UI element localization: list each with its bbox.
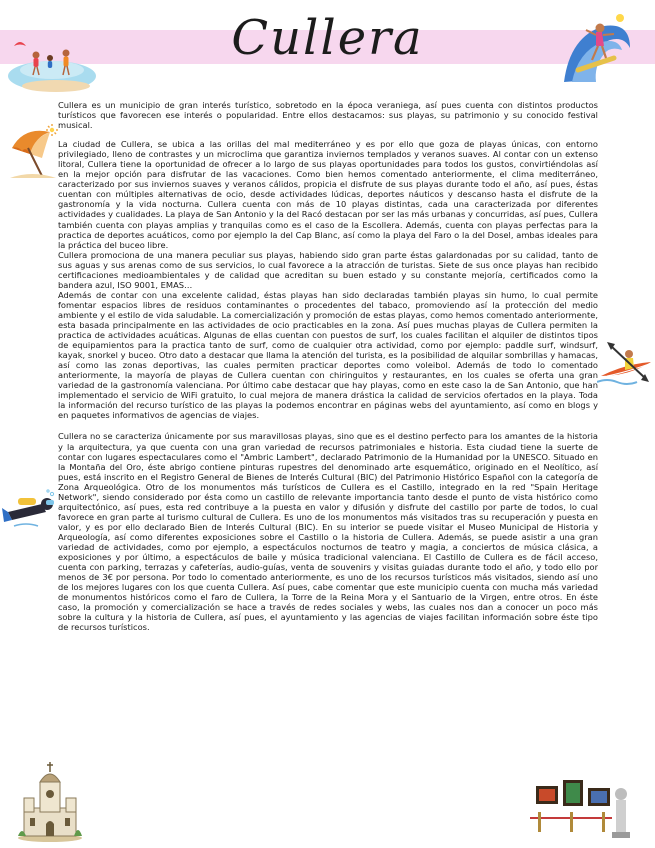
article-body [58,100,598,632]
museum-icon [530,776,630,840]
paragraph-quality: Además de contar con una excelente calidad, éstas playas han sido declaradas también playas sin humo, lo cual permite fomentar espacios libres de residuos contaminantes o procedentes del tabaco, promoviendo así la protección del medio ambiente y el estilo de vida saludable. La comercialización y promoción de estas playas, como hemos comentado anteriormente, esta basada principalmente en las actividades de ocio practicables en la zona. Así pues muchas playas de Cullera permiten la practica de actividades acuáticas. Algunas de ellas cuentan con puestos de surf, los cuales facilitan el alquiler de distintos tipos de equipamientos para la practica tanto de surf, como de cualquier otra actividad, como por ejemplo: paddle surf, windsurf, kayak, snorkel y buceo. Otro dato a destacar que llama la atención del turista, es la posibilidad de alquilar sombrillas y hamacas, así como las zonas deportivas, las cuales permiten practicar deportes como voleibol. Además de todo lo comentado anteriormente, la mayoría de playas de Cullera cuentan con chiringuitos y restaurantes, en los cuales se oferta una gran variedad de la gastronomía valenciana. Por último cabe destacar que hay playas, como en este caso la de San Antonio, que han implementado el servicio de WiFi gratuito, lo cual mejora de manera drástica la calidad de servicios ofertados en la playa. Toda la información del recurso turístico de las playas la podemos encontrar en páginas webs del ayuntamiento, así como en blogs y en paquetes informativos de agencias de viajes. [58,289,598,421]
paragraph-intro: Cullera es un municipio de gran interés turístico, sobretodo en la época veraniega, así pues cuenta con distintos productos turísticos que favorecen ese interés o popularidad. Entre ellos destacamos: sus playas, su patrimonio y su conocido festival musical. [58,100,598,131]
paragraph-heritage: Cullera no se caracteriza únicamente por sus maravillosas playas, sino que es el destino perfecto para los amantes de la historia y la arquitectura, ya que cuenta con una gran variedad de recursos patrimoniales e historia. Esta ciudad tiene la suerte de contar con lugares espectaculares como el "Ambric Lambert", declarado Patrimonio de la Humanidad por la UNESCO. Situado en la Montaña del Oro, éste abrigo contiene pinturas rupestres del denominado arte esquemático, originado en el Neolítico, así pues, está inscrito en el Registro General de Bienes de Interés Cultural (BIC) del Patrimonio Histórico Español con la categoría de Zona Arqueológica. Otro de los monumentos más turísticos de Cullera es el Castillo, integrado en la red "Spain Heritage Network", siendo considerado por ésta como un castillo de relevante importancia tanto desde el punto de vista histórico como arquitectónico, así pues, esta red contribuye a la puesta en valor y difusión y disfrute del castillo por parte de todos, lo cual favorece en gran parte al turismo cultural de Cullera. Es uno de los monumentos más visitados tras su recuperación y puesta en valor, y es por ello declarado Bien de Interés Cultural (BIC). En su interior se puede visitar el Museo Municipal de Historia y Arqueología, así como diferentes exposiciones sobre el Castillo o la historia de Cullera. Además, se puede asistir a una gran variedad de actividades, como por ejemplo, a espectáculos nocturnos de teatro y magia, a conciertos de música clásica, a exposiciones y por último, a espectáculos de baile y música tradicional valenciana. El Castillo de Cullera es de fácil acceso, cuenta con parking, terrazas y cafeterías, audio-guías, venta de souvenirs y visitas guiadas durante todo el año, y todo ello por menos de 3€ por persona. Por todo lo comentado anteriormente, es uno de los recursos turísticos más visitados, siendo así uno de los mejores lugares con los que cuenta Cullera. Así pues, cabe comentar que este municipio cuenta con mucha más variedad de monumentos históricos como el faro de Cullera, la Torre de la Reina Mora y el Santuario de la Virgen, entre otros. En éste caso, la promoción y comercialización se hace a través de redes sociales y webs, las cuales nos dan a conocer un poco más sobre la cultura y la historia de Cullera, así pues, el ayuntamiento y las agencias de viajes facilitan información sobre éste tipo de recursos turísticos. [58,431,598,633]
umbrella-icon [6,124,60,182]
paragraph-beaches: La ciudad de Cullera, se ubica a las orillas del mal mediterráneo y es por ello que goza de playas únicas, con entorno privilegiado, lleno de contrastes y un microclima que garantiza inviernos templados y veranos suaves. Al contar con un extenso litoral, Cullera tiene la oportunidad de ofrecer a lo largo de sus playas oportunidades para todos los gustos, convirtiéndolas así en la mejor opción para disfrutar de las vacaciones. Como bien hemos comentado anteriormente, el clima mediterráneo, caracterizado por sus inviernos suaves y veranos cálidos, propicia el disfrute de sus playas durante todo el año, así pues, éstas cuentan con múltiples alternativas de ocio, desde actividades lúdicas, deportes náuticos y descanso hasta el disfrute de la gastronomía y la vida nocturna. Cullera cuenta con más de 10 playas distintas, cada una caracterizada por diferentes actividades y cualidades. La playa de San Antonio y la del Racó destacan por ser las más urbanas y concurridas, así pues, Cullera también cuenta con playas amplias y tranquilas como es el caso de la Escollera. Además, cuenta con playas perfectas para la practica de deportes acuáticos, como por ejemplo la del Cap Blanc, así como la playa del Faro o la del Dosel, ambas ideales para la práctica del buceo libre. [58,139,599,250]
paragraph-promotion: Cullera promociona de una manera peculiar sus playas, habiendo sido gran parte éstas galardonadas por su calidad, tanto de sus aguas y sus arenas como de sus servicios, lo cual favorece a la atracción de turistas. Siete de sus once playas han recibido certificaciones medioambientales y de calidad que acreditan su buen estado y su constante mejoría, certificados como la bandera azul, ISO 9001, EMAS… [58,249,598,290]
kayak-icon [597,332,653,392]
diver-icon [2,488,56,530]
beach-people-icon [6,30,98,94]
page-title: Cullera [231,10,424,66]
castle-icon [18,760,82,842]
surfer-icon [560,8,632,86]
